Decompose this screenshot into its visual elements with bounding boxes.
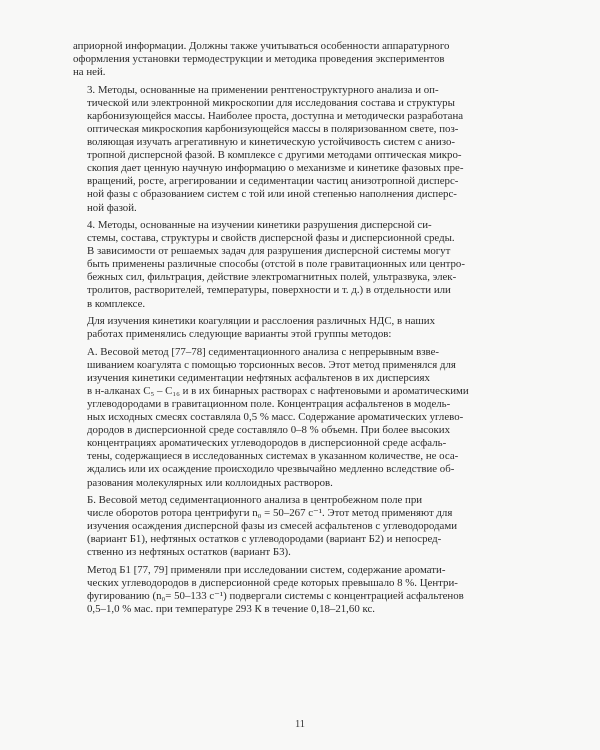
text-line: карбонизующейся массы. Наиболее проста, доступна и методически разработана	[87, 109, 464, 122]
text-line: изучения кинетики седиментации нефтяных асфальтенов в их дисперсиях	[87, 371, 430, 384]
text-line: 3. Методы, основанные на применении рентгеноструктурного анализа и оп-	[87, 83, 439, 96]
paragraph	[73, 346, 525, 490]
text-line: ческих углеводородов в дисперсионной среде которых превышало 8 %. Центри-	[87, 577, 458, 589]
text-line: стемы, состава, структуры и свойств дисперсной фазы и дисперсионной среды.	[87, 232, 455, 245]
text-line: углеводородами в гравитационном поле. Концентрация асфальтенов в модель-	[87, 398, 451, 410]
text-line: тролитов, растворителей, температуры, поверхности и т. д.) в отдельности или	[87, 284, 451, 297]
text-line: быть применены различные способы (отстой в поле гравитационных или центро-	[87, 258, 465, 271]
text-line: в н-алканах C₅ – C₁₆ и в их бинарных растворах с нафтеновыми и ароматическими	[87, 384, 469, 397]
text-line: ной фазы с образованием систем с той или иной степенью наполнения дисперс-	[87, 188, 457, 201]
text-line: ждались или их осаждение происходило чрезвычайно медленно вследствие об-	[87, 463, 455, 476]
text-line: оптическая микроскопия карбонизующейся массы в поляризованном свете, поз-	[87, 122, 459, 135]
text-line: числе оборотов ротора центрифуги n₀ = 50–267 с⁻¹. Этот метод применяют для	[87, 507, 453, 520]
text-line: Метод Б1 [77, 79] применяли при исследовании систем, содержание аромати-	[87, 563, 446, 576]
text-line: 0,5–1,0 % мас. при температуре 293 К в течение 0,18–21,60 кс.	[87, 603, 375, 616]
text-line: (вариант Б1), нефтяных остатков с углеводородами (вариант Б2) и непосред-	[87, 533, 442, 546]
text-line: Для изучения кинетики коагуляции и расслоения различных НДС, в наших	[87, 315, 436, 328]
text-line: на ней.	[73, 66, 106, 79]
paragraph	[73, 315, 525, 341]
paragraph	[73, 564, 525, 616]
paragraph	[73, 40, 525, 79]
text-line: дородов в дисперсионной среде составляло 0–8 % объемн. При более высоких	[87, 424, 451, 437]
paragraph	[73, 219, 525, 311]
paragraph	[73, 494, 525, 559]
text-line: скопия дает ценную научную информацию о механизме и кинетике фазовых пре-	[87, 162, 464, 175]
text-line: ной фазой.	[87, 201, 137, 214]
text-line: концентрациях ароматических углеводородов в дисперсионной среде асфаль-	[87, 437, 447, 450]
text-line: 4. Методы, основанные на изучении кинетики разрушения дисперсной си-	[87, 219, 432, 231]
text-line: ственно из нефтяных остатков (вариант Б3).	[87, 546, 291, 559]
text-line: тической или электронной микроскопии для исследования состава и структуры	[87, 96, 455, 109]
text-line: вращений, росте, агрегировании и седиментации частиц анизотропной дисперс-	[87, 175, 459, 188]
text-line: работах применялись следующие варианты этой группы методов:	[87, 328, 392, 341]
text-line: шиванием коагулята с помощью торсионных весов. Этот метод применялся для	[87, 358, 456, 371]
body-text	[73, 40, 525, 621]
text-line: априорной информации. Должны также учитываться особенности аппаратурного	[73, 40, 450, 52]
text-line: изучения осаждения дисперсной фазы из смесей асфальтенов с углеводородами	[87, 520, 458, 533]
paragraph	[73, 84, 525, 215]
text-line: тропной дисперсной фазой. В комплексе с другими методами оптическая микро-	[87, 149, 462, 162]
text-line: А. Весовой метод [77–78] седиментационного анализа с непрерывным взве-	[87, 345, 439, 358]
page-number: 11	[294, 719, 306, 730]
text-line: Б. Весовой метод седиментационного анализа в центробежном поле при	[87, 494, 423, 507]
text-line: фугированию (n₀= 50–133 с⁻¹) подвергали системы с концентрацией асфальтенов	[87, 590, 464, 603]
text-line: оформления установки термодеструкции и методика проведения экспериментов	[73, 53, 445, 66]
text-line: бежных сил, фильтрация, действие электромагнитных полей, ультразвука, элек-	[87, 271, 457, 284]
text-line: тены, содержащиеся в исследованных системах в указанном количестве, не оса-	[87, 450, 459, 463]
text-line: разования молекулярных или коллоидных растворов.	[87, 476, 333, 489]
text-line: воляющая изучать агрегативную и кинетическую устойчивость систем с анизо-	[87, 136, 455, 149]
text-line: ных исходных смесях составляла 0,5 % масс. Содержание ароматических углево-	[87, 411, 464, 424]
text-line: В зависимости от решаемых задач для разрушения дисперсной системы могут	[87, 245, 451, 258]
text-line: в комплексе.	[87, 297, 146, 310]
